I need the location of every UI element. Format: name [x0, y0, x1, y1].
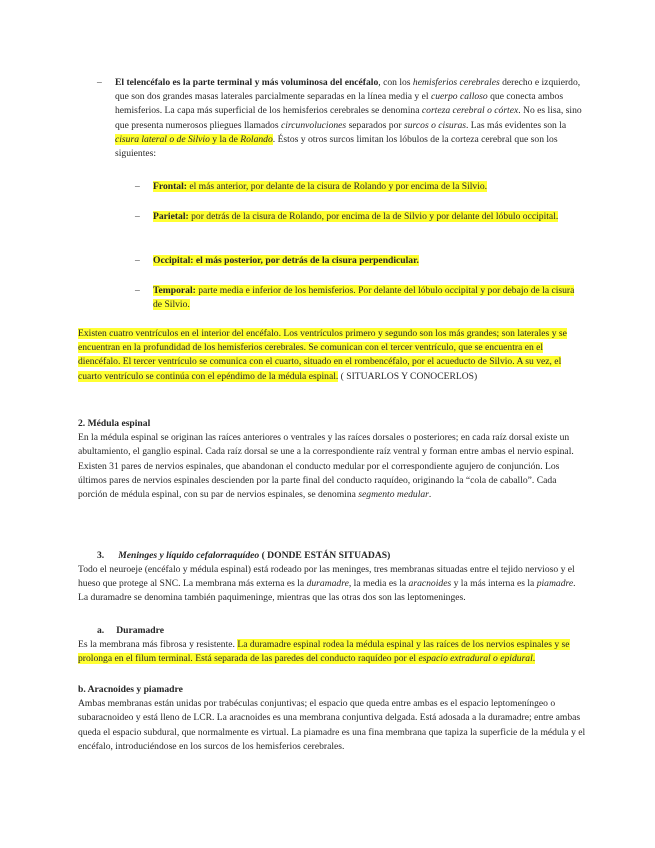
aracnoides-body: Ambas membranas están unidas por trabéculas conjuntivas; el espacio que queda entre ambas es el espacio leptomeníngeo o subaracnoideo y está lleno de LCR. La aracnoides es una membrana conjuntiva delgada. Está adosada a la duramadre; entre ambas queda el espacio subdural, que normalmente es virtual. La piamadre es una fina membrana que tapiza la superficie de la médula y el encéfalo, introduciéndose en los surcos de los hemisferios cerebrales.: [78, 698, 586, 752]
meninges-paragraph: Todo el neuroeje (encéfalo y médula espinal) está rodeado por las meninges, tres membranas situadas entre el tejido nervioso y el hueso que protege al SNC. La membrana más externa es la duramadre, la media es la aracnoides y la más interna es la piamadre. La duramadre se denomina también paquimeninge, mientras que las otras dos son las leptomeninges.: [78, 564, 576, 604]
telencefalo-text: El telencéfalo es la parte terminal y más voluminosa del encéfalo, con los hemisferios cerebrales derecho e izquierdo, que son dos grandes masas laterales parcialmente separadas en la línea media y el cuerpo calloso que conecta ambos hemisferios. La capa más superficial de los hemisferios cerebrales se denomina corteza cerebral o córtex. No es lisa, sino que presenta numerosos pliegues llamados circunvoluciones separados por surcos o cisuras. Las más evidentes son la cisura lateral o de Silvio y la de Rolando. Éstos y otros surcos limitan los lóbulos de la corteza cerebral que son los siguientes:: [115, 77, 582, 160]
lobe-label: Occipital:: [153, 255, 194, 266]
medula-heading: 2. Médula espinal: [78, 418, 151, 429]
lobe-item-parietal: – Parietal: por detrás de la cisura de Rolando, por encima de la de Silvio y por delante del lóbulo occipital.: [135, 211, 559, 222]
bullet-marker: –: [97, 77, 102, 88]
ventricles-paragraph: [78, 327, 587, 384]
lobe-item-occipital: – Occipital: el más posterior, por detrás de la cisura perpendicular.: [135, 255, 419, 266]
lobe-label: Temporal:: [153, 285, 196, 296]
meninges-heading: 3. Meninges y líquido cefalorraquídeo ( DONDE ESTÁN SITUADAS): [97, 550, 391, 561]
ventricles-highlight: Existen cuatro ventrículos en el interior del encéfalo. Los ventrículos primero y segundo son los más grandes; son laterales y se encuentran en la profundidad de los hemisferios cerebrales. Se comunican con el tercer ventrículo, que se encuentra en el diencéfalo. El tercer ventrículo se comunica con el cuarto, situado en el rombencéfalo, por el acueducto de Silvio. A su vez, el cuarto ventrículo se continúa con el epéndimo de la médula espinal.: [78, 328, 567, 382]
lobe-text: por detrás de la cisura de Rolando, por encima de la de Silvio y por delante del lóbulo occipital.: [188, 211, 559, 222]
lobe-label: Frontal:: [153, 181, 187, 192]
medula-body: En la médula espinal se originan las raíces anteriores o ventrales y las raíces dorsales o posteriores; en cada raíz dorsal existe un abultamiento, el ganglio espinal. Cada raíz dorsal se une a la correspondiente raíz ventral y forman entre ambas el nervio espinal. Existen 31 pares de nervios espinales, que abandonan el conducto medular por el correspondiente agujero de conjunción. Los últimos pares de nervios espinales descienden por la parte final del conducto raquídeo, originando la “cola de caballo”. Cada porción de médula espinal, con su par de nervios espinales, se denomina segmento medular.: [78, 432, 574, 501]
lobe-text: el más anterior, por delante de la cisura de Rolando y por encima de la Silvio.: [186, 181, 488, 192]
lobe-label: Parietal:: [153, 211, 189, 222]
medula-section: [78, 417, 587, 502]
lobe-item-temporal: – Temporal: parte media e inferior de los hemisferios. Por delante del lóbulo occipital y por debajo de la cisura de Silvio.: [135, 285, 575, 311]
aracnoides-section: [78, 683, 587, 754]
highlight-silvio: cisura lateral o de Silvio: [115, 133, 210, 145]
lobe-item-frontal: – Frontal: el más anterior, por delante de la cisura de Rolando y por encima de la Silvio.: [135, 181, 488, 192]
lobe-text: el más posterior, por detrás de la cisura perpendicular.: [193, 255, 419, 266]
telencefalo-paragraph: [97, 76, 587, 161]
lobe-text: parte media e inferior de los hemisferios. Por delante del lóbulo occipital y por debajo de la cisura de Silvio.: [153, 285, 575, 311]
ventricles-note: ( SITUARLOS Y CONOCERLOS): [338, 370, 478, 382]
duramadre-highlight: La duramadre espinal rodea la médula espinal y las raíces de los nervios espinales y se prolonga en el filum terminal. Está separada de las paredes del conducto raquídeo por el: [78, 639, 570, 665]
aracnoides-heading: b. Aracnoides y piamadre: [78, 684, 183, 695]
duramadre-heading: a. Duramadre: [97, 625, 164, 636]
highlight-rolando: Rolando: [240, 133, 273, 145]
duramadre-paragraph: Es la membrana más fibrosa y resistente. La duramadre espinal rodea la médula espinal y las raíces de los nervios espinales y se prolonga en el filum terminal. Está separada de las paredes del conducto raquídeo por el espacio extradural o epidural.: [78, 639, 570, 665]
